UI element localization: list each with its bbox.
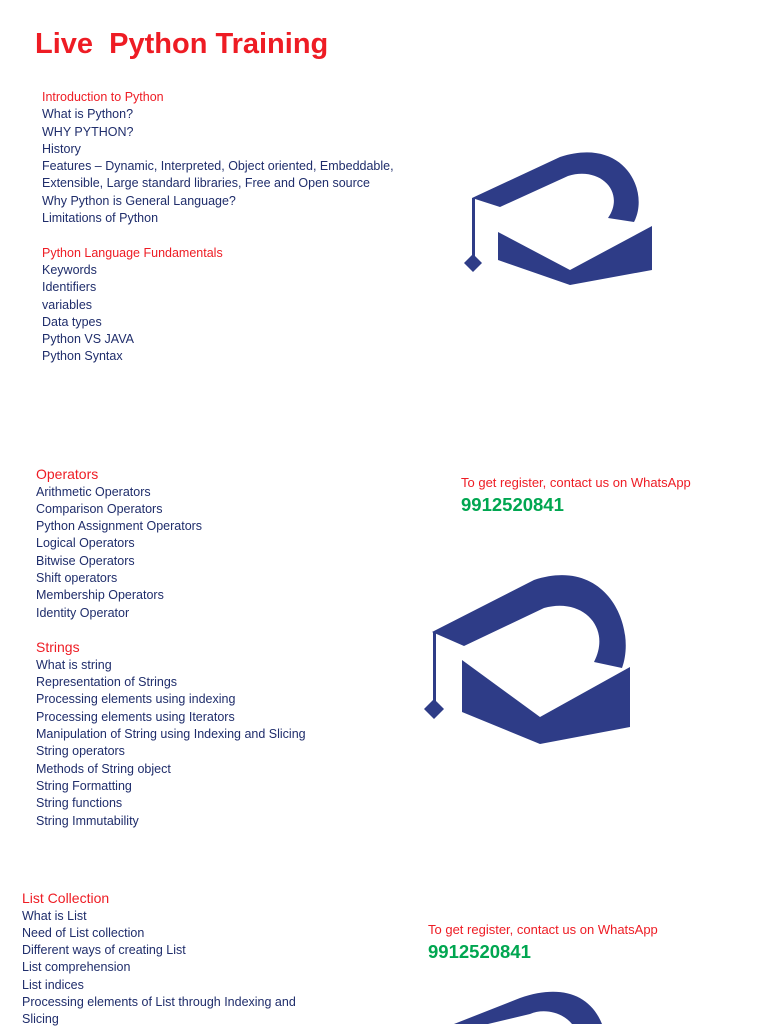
list-item: variables	[42, 297, 93, 312]
topic-list	[42, 262, 394, 366]
list-item: Membership Operators	[36, 588, 164, 603]
whatsapp-phone-number[interactable]: 9912520841	[428, 941, 531, 962]
logo-tassel-string	[433, 632, 436, 704]
list-item: List indices	[22, 977, 84, 992]
list-item: Methods of String object	[36, 761, 171, 776]
list-item: Processing elements using Iterators	[36, 709, 235, 724]
section-introduction	[42, 89, 394, 366]
contact-text: To get register, contact us on WhatsApp	[461, 475, 691, 490]
list-item: Why Python is General Language?	[42, 193, 236, 208]
list-item: Manipulation of String using Indexing and Slicing	[36, 727, 306, 742]
contact-block	[461, 474, 691, 518]
list-item: Shift operators	[36, 571, 118, 586]
list-item: String functions	[36, 796, 123, 811]
section-heading: Introduction to Python	[42, 90, 164, 104]
contact-block	[428, 921, 658, 965]
list-item: Identity Operator	[36, 605, 130, 620]
section-heading-fundamentals: Python Language Fundamentals	[42, 245, 223, 260]
list-item: What is Python?	[42, 107, 134, 122]
graduation-cap-logo	[422, 572, 637, 747]
list-item: Logical Operators	[36, 536, 135, 551]
logo-tassel-string	[472, 198, 475, 260]
list-item: List comprehension	[22, 960, 131, 975]
graduation-cap-logo	[460, 150, 660, 285]
list-item: Representation of Strings	[36, 675, 178, 690]
list-item: History	[42, 141, 81, 156]
topic-list	[36, 484, 306, 622]
list-item: Bitwise Operators	[36, 553, 135, 568]
list-item: String Immutability	[36, 813, 139, 828]
list-item: Python Syntax	[42, 349, 123, 364]
graduation-cap-logo	[440, 990, 620, 1024]
section-list-collection	[22, 890, 296, 1029]
list-item: Processing elements of List through Indexing and	[22, 995, 296, 1010]
list-item: Comparison Operators	[36, 501, 163, 516]
list-item: Python VS JAVA	[42, 332, 134, 347]
list-item: Different ways of creating List	[22, 943, 186, 958]
section-heading: Operators	[36, 466, 99, 482]
list-item: What is List	[22, 908, 87, 923]
logo-tassel-diamond	[424, 699, 444, 719]
list-item: Processing elements using indexing	[36, 692, 236, 707]
list-item: Arithmetic Operators	[36, 484, 151, 499]
logo-base-block	[498, 226, 652, 285]
topic-list	[42, 106, 394, 227]
list-item: WHY PYTHON?	[42, 124, 134, 139]
logo-brim-shape	[472, 152, 639, 222]
whatsapp-phone-number[interactable]: 9912520841	[461, 494, 564, 515]
section-operators	[36, 466, 306, 830]
list-item: Features – Dynamic, Interpreted, Object oriented, Embeddable,	[42, 159, 394, 174]
list-item: Slicing	[22, 1012, 59, 1027]
list-item: Limitations of Python	[42, 211, 159, 226]
topic-list	[22, 908, 296, 1029]
list-item: What is string	[36, 657, 112, 672]
list-item: Python Assignment Operators	[36, 519, 203, 534]
logo-brim-shape	[454, 992, 602, 1024]
section-heading-strings: Strings	[36, 639, 80, 656]
list-item: Identifiers	[42, 280, 97, 295]
list-item: String operators	[36, 744, 125, 759]
logo-base-block	[462, 660, 630, 744]
page-title: Live Python Training	[35, 28, 329, 60]
logo-brim-shape	[432, 575, 626, 668]
list-item: Extensible, Large standard libraries, Free and Open source	[42, 176, 370, 191]
section-heading: List Collection	[22, 890, 110, 906]
list-item: Need of List collection	[22, 925, 145, 940]
logo-tassel-diamond	[464, 254, 482, 272]
contact-text: To get register, contact us on WhatsApp	[428, 922, 658, 937]
list-item: Data types	[42, 314, 102, 329]
topic-list	[36, 657, 306, 830]
list-item: String Formatting	[36, 778, 132, 793]
list-item: Keywords	[42, 262, 97, 277]
